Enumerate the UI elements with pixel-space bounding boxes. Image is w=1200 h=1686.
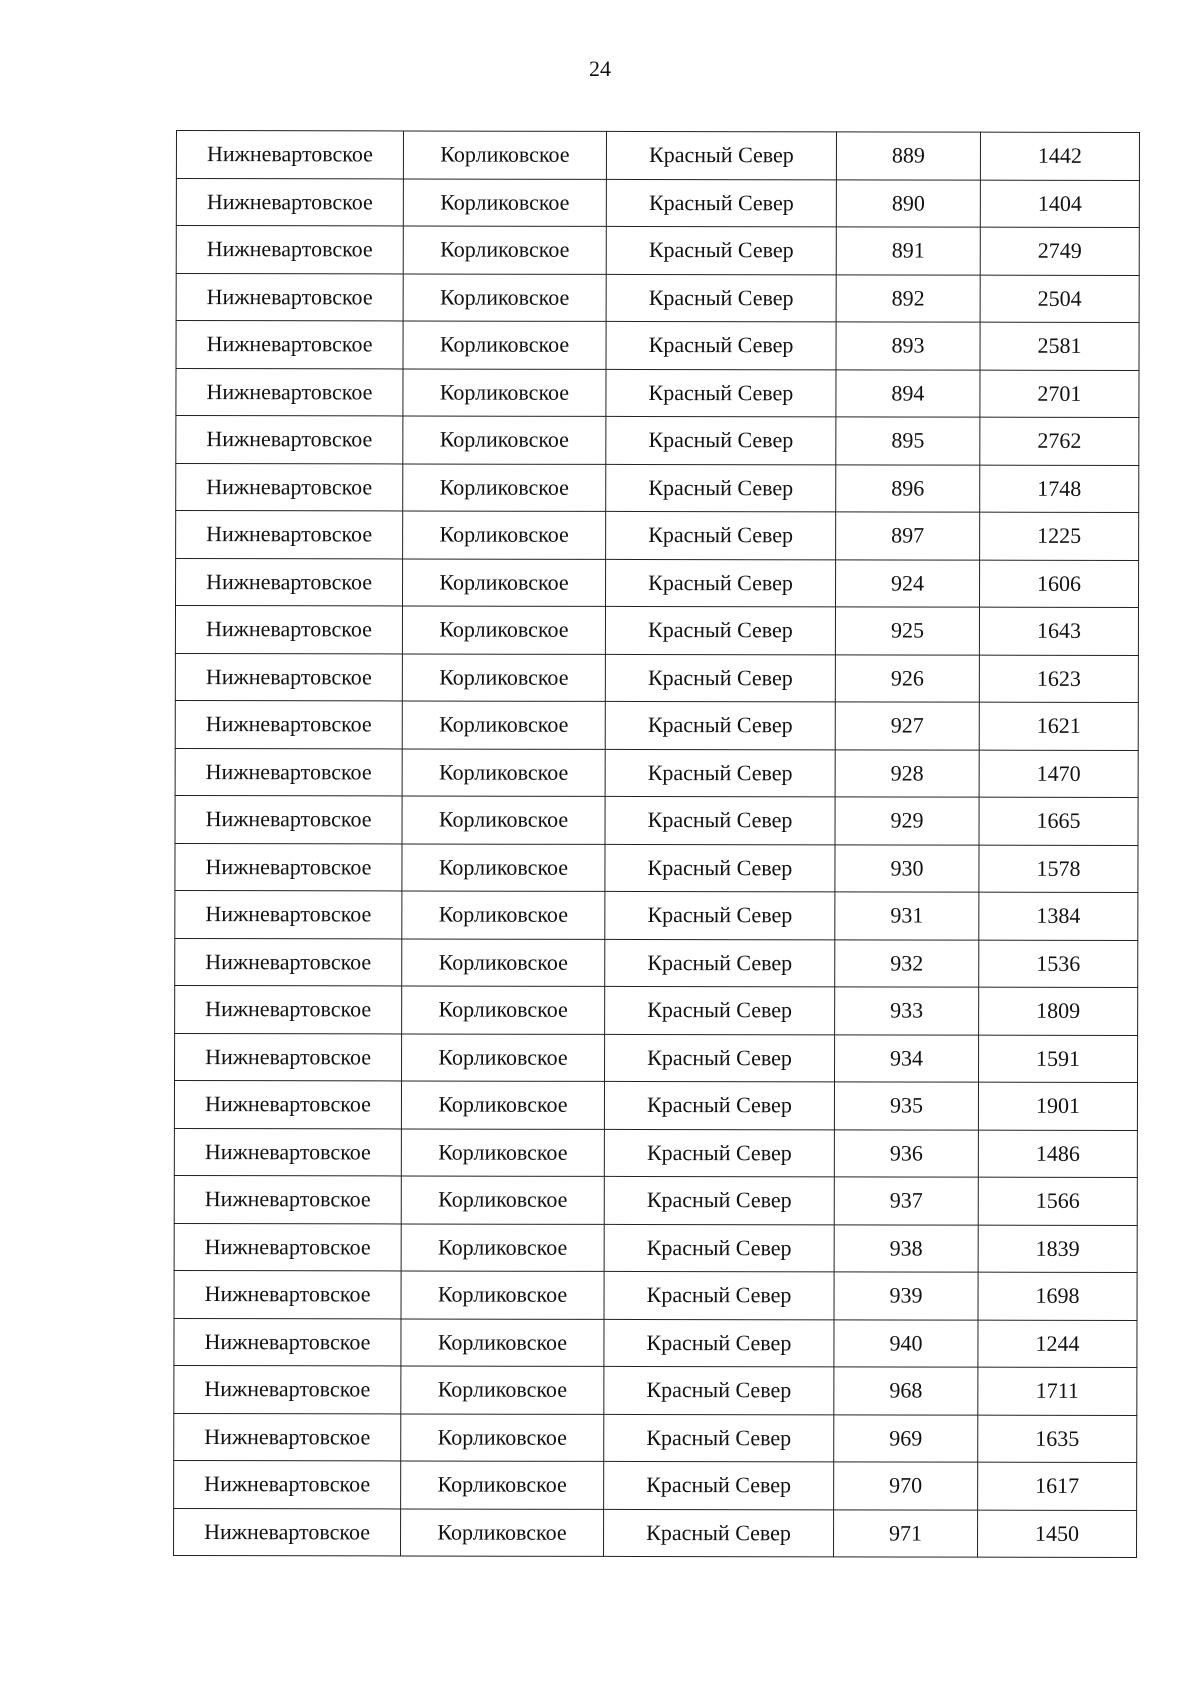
tract-cell: Красный Север (606, 369, 836, 417)
quarter-cell: 924 (836, 559, 980, 607)
table-row (175, 653, 1138, 703)
table-row (174, 1270, 1137, 1320)
district-forestry-cell: Корликовское (401, 1508, 604, 1556)
table-row (174, 1175, 1137, 1225)
forestry-cell: Нижневартовское (175, 653, 402, 701)
district-forestry-cell: Корликовское (402, 606, 605, 654)
district-forestry-cell: Корликовское (401, 1461, 604, 1509)
forestry-cell: Нижневартовское (175, 700, 402, 748)
tract-cell: Красный Север (606, 464, 836, 512)
value-cell: 1442 (980, 132, 1139, 180)
table-row (175, 985, 1138, 1035)
tract-cell: Красный Север (606, 179, 836, 227)
table-row (176, 131, 1139, 181)
tract-cell: Красный Север (606, 559, 836, 607)
district-forestry-cell: Корликовское (403, 416, 606, 464)
quarter-cell: 929 (835, 797, 979, 845)
table-row (174, 1318, 1137, 1368)
quarter-cell: 897 (836, 512, 980, 560)
value-cell: 1617 (978, 1462, 1137, 1510)
district-forestry-cell: Корликовское (403, 463, 606, 511)
table-row (175, 890, 1138, 940)
tract-cell: Красный Север (606, 416, 836, 464)
table-row (174, 1413, 1137, 1463)
forestry-cell: Нижневартовское (175, 938, 402, 986)
forest-plots-table (173, 130, 1140, 1558)
table-row (176, 416, 1139, 466)
value-cell: 1665 (979, 797, 1138, 845)
district-forestry-cell: Корликовское (402, 701, 605, 749)
table-row (176, 558, 1139, 608)
value-cell: 1450 (978, 1510, 1137, 1558)
value-cell: 1244 (978, 1320, 1137, 1368)
tract-cell: Красный Север (604, 1176, 834, 1224)
value-cell: 1578 (979, 845, 1138, 893)
tract-cell: Красный Север (606, 226, 836, 274)
value-cell: 2762 (980, 417, 1139, 465)
quarter-cell: 896 (836, 464, 980, 512)
district-forestry-cell: Корликовское (402, 796, 605, 844)
quarter-cell: 968 (834, 1367, 978, 1415)
district-forestry-cell: Корликовское (402, 986, 605, 1034)
table-row (175, 843, 1138, 893)
forestry-cell: Нижневартовское (174, 1223, 401, 1271)
tract-cell: Красный Север (605, 1034, 835, 1082)
district-forestry-cell: Корликовское (401, 1271, 604, 1319)
district-forestry-cell: Корликовское (401, 1176, 604, 1224)
forestry-cell: Нижневартовское (175, 748, 402, 796)
forestry-cell: Нижневартовское (174, 1318, 401, 1366)
district-forestry-cell: Корликовское (401, 1081, 604, 1129)
forestry-cell: Нижневартовское (174, 1508, 401, 1556)
forestry-cell: Нижневартовское (176, 226, 403, 274)
page-number: 24 (589, 56, 611, 81)
value-cell: 1901 (978, 1082, 1137, 1130)
district-forestry-cell: Корликовское (401, 1128, 604, 1176)
district-forestry-cell: Корликовское (403, 321, 606, 369)
quarter-cell: 940 (834, 1319, 978, 1367)
district-forestry-cell: Корликовское (403, 558, 606, 606)
value-cell: 1486 (978, 1130, 1137, 1178)
quarter-cell: 933 (835, 987, 979, 1035)
district-forestry-cell: Корликовское (402, 938, 605, 986)
table-row (176, 511, 1139, 561)
forestry-cell: Нижневартовское (176, 463, 403, 511)
tract-cell: Красный Север (606, 321, 836, 369)
forestry-cell: Нижневартовское (174, 1413, 401, 1461)
tract-cell: Красный Север (606, 131, 836, 179)
forestry-cell: Нижневартовское (175, 1033, 402, 1081)
district-forestry-cell: Корликовское (401, 1223, 604, 1271)
table-row (176, 178, 1139, 228)
table-row (176, 226, 1139, 276)
value-cell: 1591 (979, 1035, 1138, 1083)
quarter-cell: 939 (834, 1272, 978, 1320)
tract-cell: Красный Север (604, 1366, 834, 1414)
table-row (174, 1223, 1137, 1273)
table-row (174, 1128, 1137, 1178)
quarter-cell: 932 (835, 939, 979, 987)
forestry-cell: Нижневартовское (176, 368, 403, 416)
quarter-cell: 969 (834, 1414, 978, 1462)
tract-cell: Красный Север (604, 1414, 834, 1462)
forestry-cell: Нижневартовское (175, 843, 402, 891)
table-row (176, 321, 1139, 371)
table-row (175, 795, 1138, 845)
tract-cell: Красный Север (604, 1509, 834, 1557)
value-cell: 1225 (980, 512, 1139, 560)
forestry-cell: Нижневартовское (176, 558, 403, 606)
forestry-cell: Нижневартовское (175, 606, 402, 654)
district-forestry-cell: Корликовское (402, 748, 605, 796)
quarter-cell: 931 (835, 892, 979, 940)
district-forestry-cell: Корликовское (403, 511, 606, 559)
value-cell: 2581 (980, 322, 1139, 370)
forestry-cell: Нижневартовское (176, 416, 403, 464)
forestry-cell: Нижневартовское (175, 890, 402, 938)
forestry-cell: Нижневартовское (174, 1080, 401, 1128)
table-row (176, 368, 1139, 418)
value-cell: 1839 (978, 1225, 1137, 1273)
tract-cell: Красный Север (604, 1129, 834, 1177)
tract-cell: Красный Север (605, 749, 835, 797)
tract-cell: Красный Север (605, 701, 835, 749)
quarter-cell: 925 (835, 607, 979, 655)
quarter-cell: 889 (836, 132, 980, 180)
table-row (175, 748, 1138, 798)
quarter-cell: 927 (835, 702, 979, 750)
district-forestry-cell: Корликовское (402, 843, 605, 891)
value-cell: 1404 (980, 180, 1139, 228)
tract-cell: Красный Север (605, 654, 835, 702)
value-cell: 1698 (978, 1272, 1137, 1320)
value-cell: 1621 (979, 702, 1138, 750)
quarter-cell: 892 (836, 274, 980, 322)
quarter-cell: 930 (835, 844, 979, 892)
value-cell: 1566 (978, 1177, 1137, 1225)
district-forestry-cell: Корликовское (402, 1033, 605, 1081)
forestry-cell: Нижневартовское (176, 131, 403, 179)
quarter-cell: 938 (834, 1224, 978, 1272)
value-cell: 1643 (979, 607, 1138, 655)
district-forestry-cell: Корликовское (402, 891, 605, 939)
tract-cell: Красный Север (604, 1081, 834, 1129)
table-row (175, 938, 1138, 988)
tract-cell: Красный Север (605, 891, 835, 939)
table-row (174, 1080, 1137, 1130)
tract-cell: Красный Север (605, 796, 835, 844)
value-cell: 1711 (978, 1367, 1137, 1415)
tract-cell: Красный Север (606, 511, 836, 559)
district-forestry-cell: Корликовское (403, 178, 606, 226)
forestry-cell: Нижневартовское (174, 1175, 401, 1223)
district-forestry-cell: Корликовское (403, 273, 606, 321)
value-cell: 1536 (979, 940, 1138, 988)
quarter-cell: 893 (836, 322, 980, 370)
table-body (174, 131, 1140, 1558)
value-cell: 1623 (979, 655, 1138, 703)
value-cell: 1635 (978, 1415, 1137, 1463)
quarter-cell: 935 (834, 1082, 978, 1130)
tract-cell: Красный Север (604, 1461, 834, 1509)
tract-cell: Красный Север (606, 274, 836, 322)
value-cell: 2749 (980, 227, 1139, 275)
forestry-cell: Нижневартовское (174, 1365, 401, 1413)
forestry-cell: Нижневартовское (176, 178, 403, 226)
district-forestry-cell: Корликовское (403, 226, 606, 274)
value-cell: 1748 (980, 465, 1139, 513)
table-row (174, 1508, 1137, 1558)
district-forestry-cell: Корликовское (401, 1366, 604, 1414)
forestry-cell: Нижневартовское (174, 1460, 401, 1508)
quarter-cell: 890 (836, 179, 980, 227)
table-row (176, 273, 1139, 323)
forestry-cell: Нижневартовское (175, 985, 402, 1033)
forestry-cell: Нижневартовское (174, 1270, 401, 1318)
table-row (174, 1460, 1137, 1510)
district-forestry-cell: Корликовское (401, 1413, 604, 1461)
table-row (175, 606, 1138, 656)
value-cell: 2701 (980, 370, 1139, 418)
quarter-cell: 891 (836, 227, 980, 275)
district-forestry-cell: Корликовское (401, 1318, 604, 1366)
quarter-cell: 936 (834, 1129, 978, 1177)
value-cell: 1470 (979, 750, 1138, 798)
quarter-cell: 971 (834, 1509, 978, 1557)
district-forestry-cell: Корликовское (402, 653, 605, 701)
value-cell: 1809 (979, 987, 1138, 1035)
quarter-cell: 928 (835, 749, 979, 797)
forestry-cell: Нижневартовское (176, 273, 403, 321)
forestry-cell: Нижневартовское (174, 1128, 401, 1176)
quarter-cell: 934 (835, 1034, 979, 1082)
quarter-cell: 970 (834, 1462, 978, 1510)
tract-cell: Красный Север (605, 606, 835, 654)
tract-cell: Красный Север (604, 1224, 834, 1272)
quarter-cell: 937 (834, 1177, 978, 1225)
quarter-cell: 894 (836, 369, 980, 417)
forestry-cell: Нижневартовское (175, 795, 402, 843)
value-cell: 1606 (980, 560, 1139, 608)
forestry-cell: Нижневартовское (176, 321, 403, 369)
district-forestry-cell: Корликовское (403, 368, 606, 416)
table-row (175, 1033, 1138, 1083)
tract-cell: Красный Север (604, 1319, 834, 1367)
tract-cell: Красный Север (604, 1271, 834, 1319)
tract-cell: Красный Север (605, 939, 835, 987)
table-row (176, 463, 1139, 513)
quarter-cell: 926 (835, 654, 979, 702)
value-cell: 1384 (979, 892, 1138, 940)
table-row (175, 700, 1138, 750)
quarter-cell: 895 (836, 417, 980, 465)
value-cell: 2504 (980, 275, 1139, 323)
district-forestry-cell: Корликовское (403, 131, 606, 179)
forestry-cell: Нижневартовское (176, 511, 403, 559)
table-row (174, 1365, 1137, 1415)
tract-cell: Красный Север (605, 844, 835, 892)
tract-cell: Красный Север (605, 986, 835, 1034)
